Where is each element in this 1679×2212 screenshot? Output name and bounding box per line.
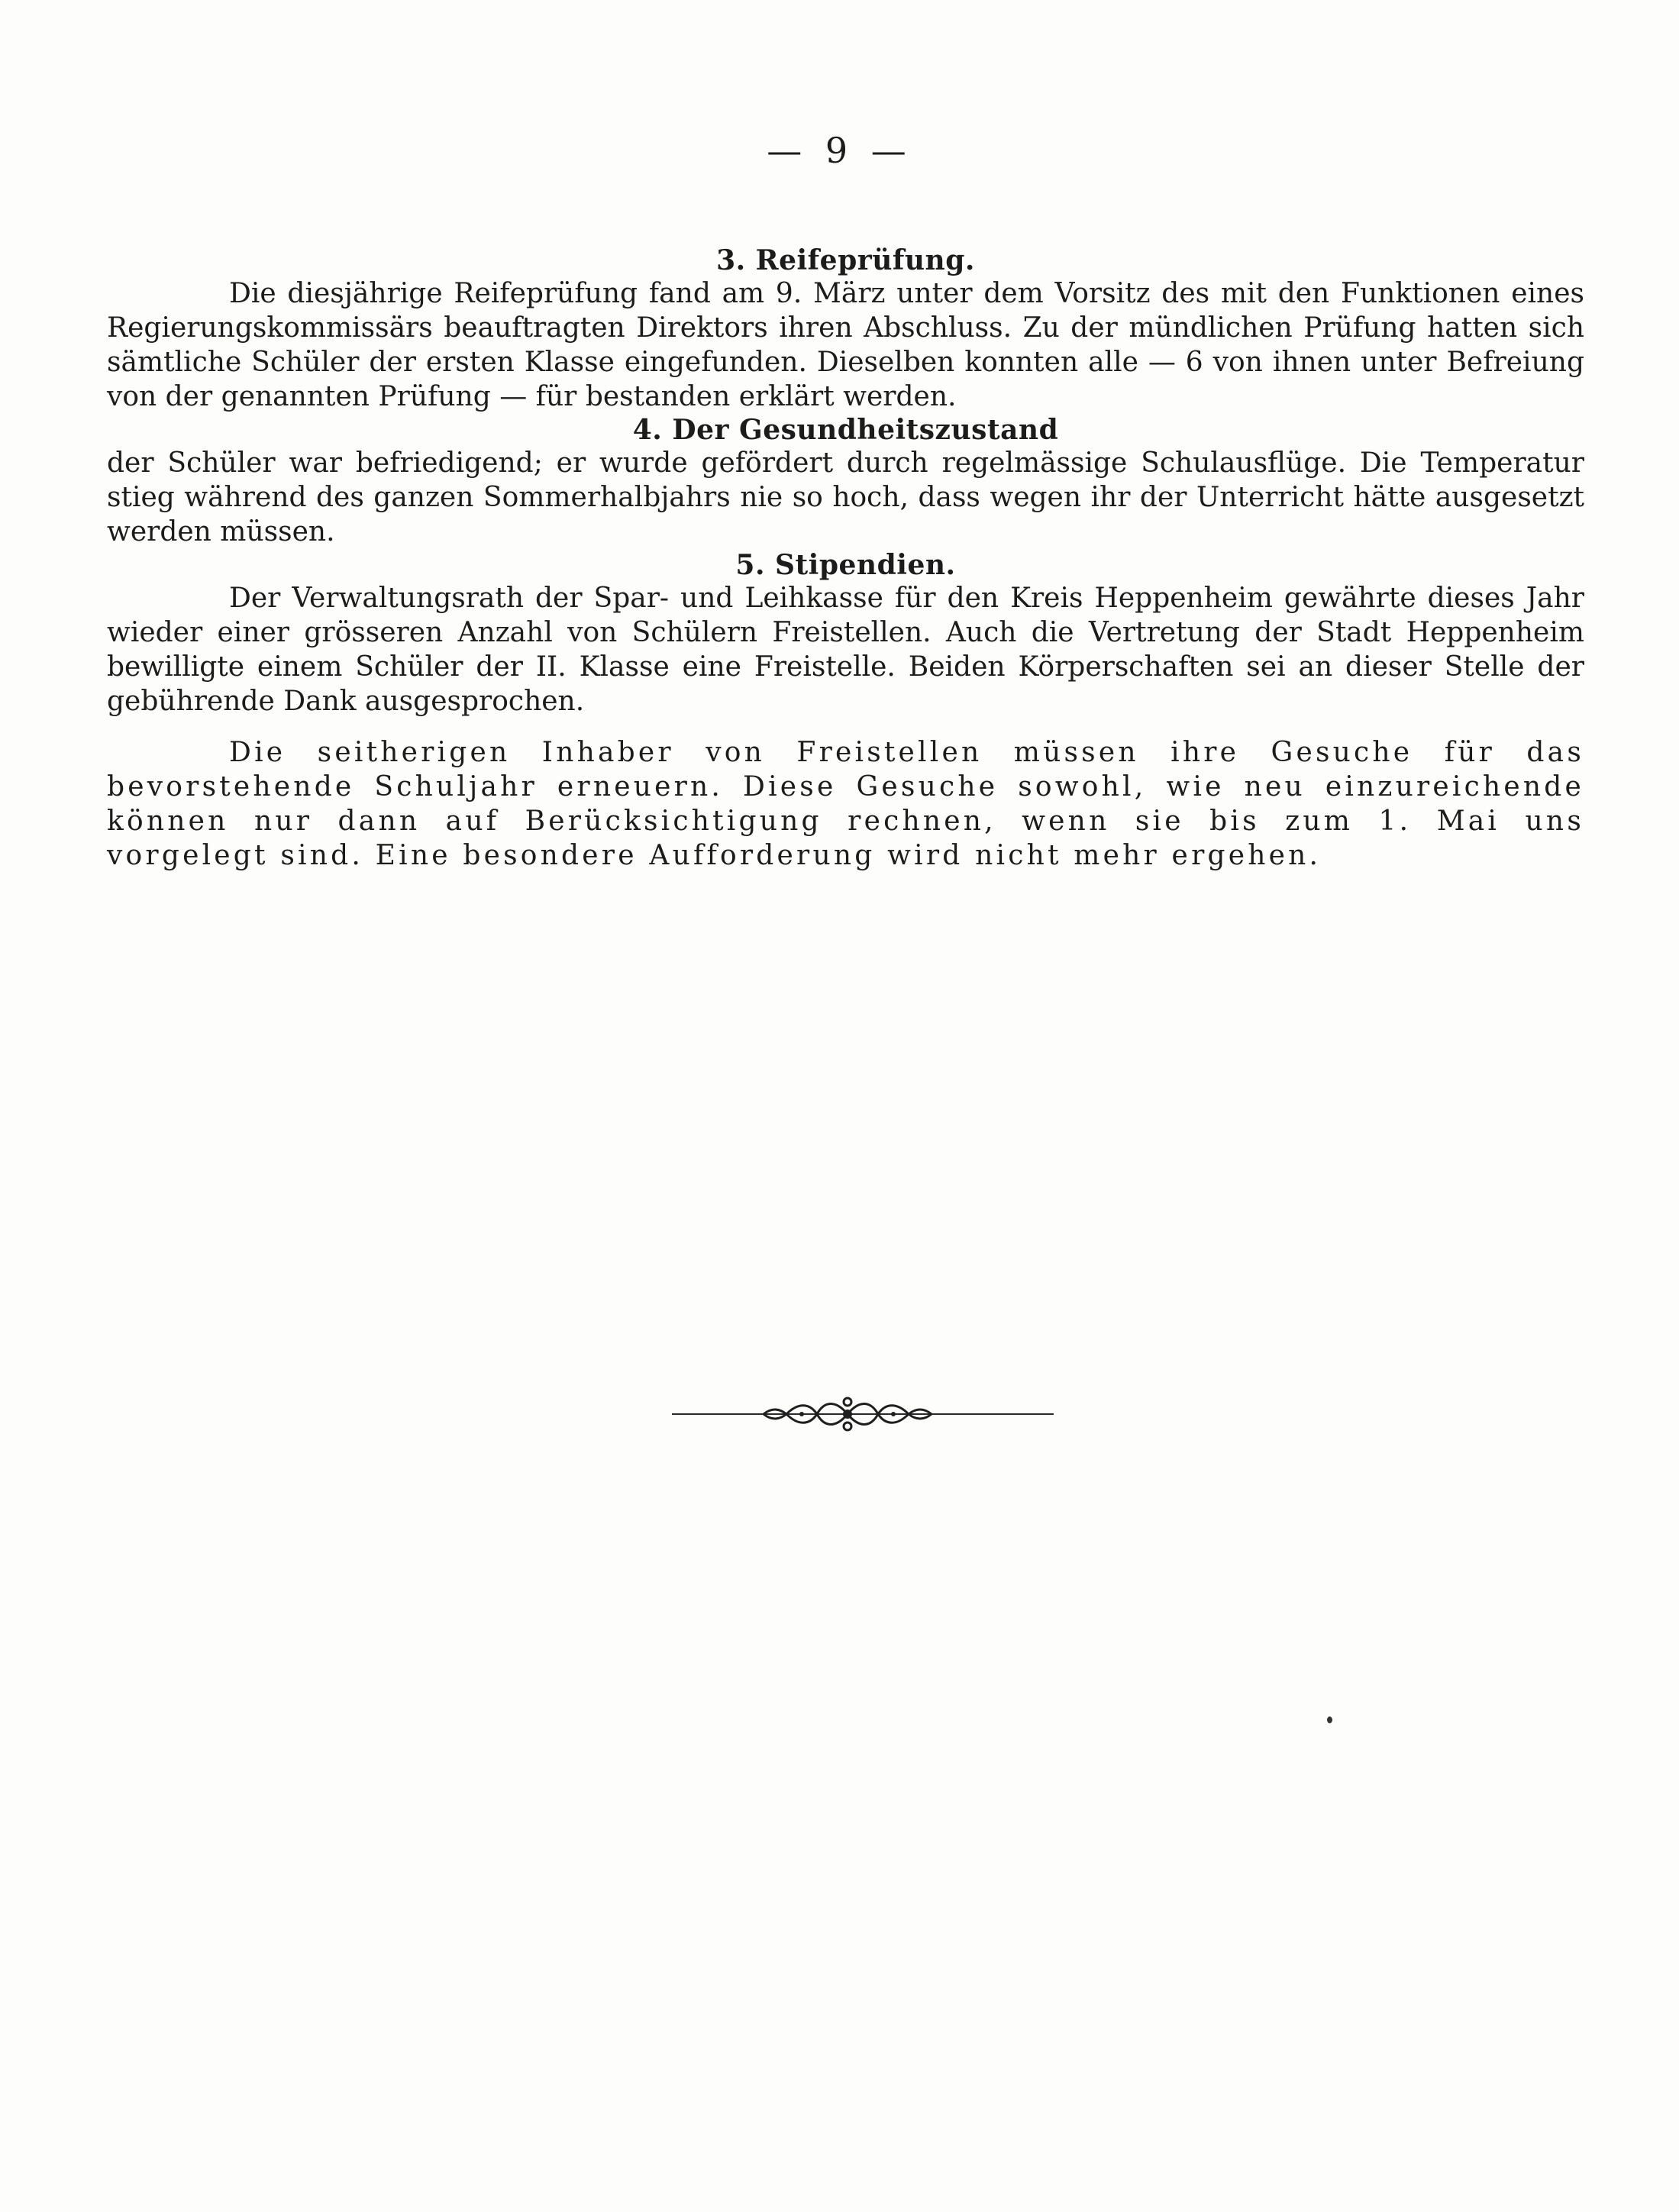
section-body-reifepruefung: Die diesjährige Reifeprüfung fand am 9. März unter dem Vorsitz des mit den Funktionen eines Regierungskommissärs beauftragten Direktors ihren Abschluss. Zu der mündlichen Prüfung hatten sich sämtliche Schüler der ersten Klasse eingefunden. Dieselben konnten alle — 6 von ihnen unter Befreiung von der genannten Prüfung — für bestanden erklärt werden. [107,278,1584,412]
section-body-gesundheitszustand: der Schüler war befriedigend; er wurde gefördert durch regelmässige Schulausflüge. Die Temperatur stieg während des ganzen Sommerhalbjahrs nie so hoch, dass wegen ihr der Unterricht hätte ausgesetzt werden müssen. [107,447,1584,547]
page-content [107,244,1584,873]
ink-speck [1327,1716,1332,1723]
stipendien-notice: Die seitherigen Inhaber von Freistellen müssen ihre Gesuche für das bevorstehende Schuljahr erneuern. Diese Gesuche sowohl, wie neu einzureichende können nur dann auf Berücksichtigung rechnen, wenn sie bis zum 1. Mai uns vorgelegt sind. Eine besondere Aufforderung wird nicht mehr ergehen. [107,737,1584,871]
section-body-stipendien: Der Verwaltungsrath der Spar- und Leihkasse für den Kreis Heppenheim gewährte dieses Jahr wieder einer grösseren Anzahl von Schülern Freistellen. Auch die Vertretung der Stadt Heppenheim bewilligte einem Schüler der II. Klasse eine Freistelle. Beiden Körperschaften sei an dieser Stelle der gebührende Dank ausgesprochen. [107,583,1584,717]
section-heading-stipendien: 5. Stipendien. [735,549,956,581]
section-heading-reifepruefung: 3. Reifeprüfung. [716,244,975,276]
page-number: — 9 — [767,130,912,171]
section-heading-gesundheitszustand: 4. Der Gesundheitszustand [632,414,1059,446]
ornament-divider-icon [672,1391,1054,1437]
